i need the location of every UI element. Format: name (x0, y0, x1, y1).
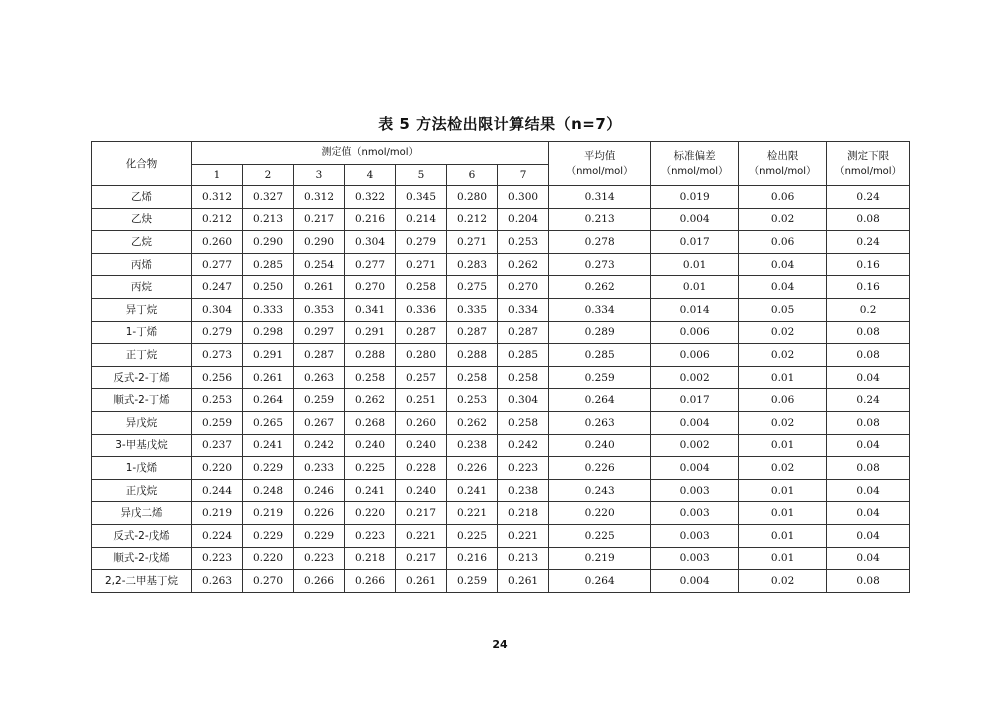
measured-value: 0.213 (243, 208, 294, 231)
measured-value: 0.224 (192, 524, 243, 547)
measured-value: 0.260 (192, 231, 243, 254)
loq-value: 0.04 (827, 547, 910, 570)
loq-header (827, 142, 910, 186)
measured-value: 0.261 (243, 366, 294, 389)
measured-value: 0.241 (345, 479, 396, 502)
measured-value: 0.288 (447, 344, 498, 367)
measured-value: 0.253 (498, 231, 549, 254)
sd-value: 0.003 (651, 502, 739, 525)
lod-value: 0.01 (739, 524, 827, 547)
sd-header-unit: （nmol/mol） (661, 165, 729, 177)
lod-value: 0.06 (739, 186, 827, 209)
mean-value: 0.243 (549, 479, 651, 502)
measured-value: 0.229 (243, 457, 294, 480)
mean-value: 0.262 (549, 276, 651, 299)
sd-value: 0.003 (651, 524, 739, 547)
lod-value: 0.04 (739, 276, 827, 299)
lod-value: 0.02 (739, 321, 827, 344)
loq-value: 0.08 (827, 570, 910, 593)
measured-value: 0.259 (294, 389, 345, 412)
measured-value: 0.229 (243, 524, 294, 547)
sd-value: 0.004 (651, 411, 739, 434)
loq-value: 0.08 (827, 321, 910, 344)
measured-value: 0.223 (192, 547, 243, 570)
measured-value: 0.261 (396, 570, 447, 593)
measured-value: 0.219 (192, 502, 243, 525)
sd-value: 0.004 (651, 570, 739, 593)
measured-value: 0.273 (192, 344, 243, 367)
detection-limit-table (91, 141, 910, 593)
measured-value: 0.258 (447, 366, 498, 389)
compound-name: 顺式-2-戊烯 (92, 547, 192, 570)
measured-value: 0.283 (447, 253, 498, 276)
measured-value: 0.291 (243, 344, 294, 367)
mean-value: 0.334 (549, 298, 651, 321)
measured-value: 0.297 (294, 321, 345, 344)
sd-value: 0.006 (651, 321, 739, 344)
run-number-header: 4 (345, 165, 396, 186)
measured-value: 0.262 (345, 389, 396, 412)
compound-name: 正戊烷 (92, 479, 192, 502)
measured-value: 0.246 (294, 479, 345, 502)
measured-value: 0.217 (294, 208, 345, 231)
loq-value: 0.04 (827, 524, 910, 547)
measured-value: 0.261 (294, 276, 345, 299)
measured-value: 0.257 (396, 366, 447, 389)
measured-value: 0.353 (294, 298, 345, 321)
measured-value: 0.261 (498, 570, 549, 593)
measured-value: 0.277 (345, 253, 396, 276)
mean-value: 0.259 (549, 366, 651, 389)
loq-value: 0.08 (827, 344, 910, 367)
measured-value: 0.213 (498, 547, 549, 570)
measured-value: 0.221 (447, 502, 498, 525)
measured-value: 0.262 (447, 411, 498, 434)
table-row (92, 208, 910, 231)
lod-value: 0.02 (739, 457, 827, 480)
measured-value: 0.287 (294, 344, 345, 367)
loq-value: 0.04 (827, 479, 910, 502)
measured-value: 0.259 (192, 411, 243, 434)
lod-value: 0.06 (739, 231, 827, 254)
measured-value: 0.242 (294, 434, 345, 457)
sd-value: 0.019 (651, 186, 739, 209)
run-number-header: 1 (192, 165, 243, 186)
measured-value: 0.228 (396, 457, 447, 480)
sd-header (651, 142, 739, 186)
measured-value: 0.223 (345, 524, 396, 547)
measured-value: 0.253 (447, 389, 498, 412)
measured-value: 0.221 (396, 524, 447, 547)
measured-value: 0.266 (294, 570, 345, 593)
loq-value: 0.24 (827, 389, 910, 412)
measured-value: 0.285 (498, 344, 549, 367)
loq-header-label: 测定下限 (847, 149, 890, 162)
measured-value: 0.300 (498, 186, 549, 209)
loq-value: 0.04 (827, 502, 910, 525)
lod-header (739, 142, 827, 186)
table-row (92, 411, 910, 434)
run-number-header: 6 (447, 165, 498, 186)
measured-value: 0.258 (498, 366, 549, 389)
table-row (92, 547, 910, 570)
measured-value: 0.241 (243, 434, 294, 457)
measured-value: 0.204 (498, 208, 549, 231)
compound-name: 2,2-二甲基丁烷 (92, 570, 192, 593)
measured-value: 0.288 (345, 344, 396, 367)
mean-value: 0.220 (549, 502, 651, 525)
sd-value: 0.006 (651, 344, 739, 367)
measured-value: 0.291 (345, 321, 396, 344)
measured-value: 0.254 (294, 253, 345, 276)
compound-name: 丙烷 (92, 276, 192, 299)
mean-value: 0.226 (549, 457, 651, 480)
mean-value: 0.289 (549, 321, 651, 344)
loq-value: 0.16 (827, 253, 910, 276)
lod-value: 0.02 (739, 411, 827, 434)
lod-header-label: 检出限 (766, 149, 799, 162)
measured-value: 0.345 (396, 186, 447, 209)
measured-value: 0.238 (498, 479, 549, 502)
measured-value: 0.304 (498, 389, 549, 412)
measured-value: 0.258 (498, 411, 549, 434)
measured-value: 0.220 (243, 547, 294, 570)
compound-name: 1-丁烯 (92, 321, 192, 344)
table-row (92, 253, 910, 276)
measured-value: 0.242 (498, 434, 549, 457)
compound-name: 乙烯 (92, 186, 192, 209)
measured-values-header: 测定值（nmol/mol） (192, 142, 549, 165)
measured-value: 0.219 (243, 502, 294, 525)
lod-header-unit: （nmol/mol） (749, 165, 817, 177)
measured-value: 0.253 (192, 389, 243, 412)
measured-value: 0.268 (345, 411, 396, 434)
table-row (92, 457, 910, 480)
measured-value: 0.287 (498, 321, 549, 344)
mean-header (549, 142, 651, 186)
measured-value: 0.263 (192, 570, 243, 593)
table-body (92, 186, 910, 593)
compound-name: 顺式-2-丁烯 (92, 389, 192, 412)
measured-value: 0.280 (447, 186, 498, 209)
measured-value: 0.221 (498, 524, 549, 547)
compound-name: 反式-2-丁烯 (92, 366, 192, 389)
measured-value: 0.280 (396, 344, 447, 367)
table-row (92, 276, 910, 299)
measured-value: 0.290 (294, 231, 345, 254)
compound-name: 异戊二烯 (92, 502, 192, 525)
measured-value: 0.270 (243, 570, 294, 593)
measured-value: 0.212 (447, 208, 498, 231)
mean-value: 0.225 (549, 524, 651, 547)
measured-value: 0.334 (498, 298, 549, 321)
measured-value: 0.217 (396, 502, 447, 525)
compound-name: 异丁烷 (92, 298, 192, 321)
measured-value: 0.312 (294, 186, 345, 209)
measured-value: 0.244 (192, 479, 243, 502)
sd-value: 0.01 (651, 253, 739, 276)
measured-value: 0.285 (243, 253, 294, 276)
mean-value: 0.263 (549, 411, 651, 434)
measured-value: 0.271 (447, 231, 498, 254)
lod-value: 0.01 (739, 502, 827, 525)
mean-value: 0.264 (549, 570, 651, 593)
mean-value: 0.314 (549, 186, 651, 209)
measured-value: 0.290 (243, 231, 294, 254)
sd-value: 0.002 (651, 366, 739, 389)
measured-value: 0.237 (192, 434, 243, 457)
mean-value: 0.240 (549, 434, 651, 457)
measured-value: 0.258 (396, 276, 447, 299)
measured-value: 0.275 (447, 276, 498, 299)
table-row (92, 366, 910, 389)
measured-value: 0.259 (447, 570, 498, 593)
measured-value: 0.229 (294, 524, 345, 547)
measured-value: 0.238 (447, 434, 498, 457)
sd-value: 0.004 (651, 208, 739, 231)
run-number-header: 2 (243, 165, 294, 186)
mean-value: 0.285 (549, 344, 651, 367)
lod-value: 0.04 (739, 253, 827, 276)
compound-name: 丙烯 (92, 253, 192, 276)
table-row (92, 321, 910, 344)
lod-value: 0.05 (739, 298, 827, 321)
measured-value: 0.263 (294, 366, 345, 389)
measured-value: 0.220 (345, 502, 396, 525)
loq-value: 0.08 (827, 208, 910, 231)
measured-value: 0.333 (243, 298, 294, 321)
compound-name: 反式-2-戊烯 (92, 524, 192, 547)
page-number: 24 (492, 638, 508, 651)
mean-value: 0.213 (549, 208, 651, 231)
measured-value: 0.312 (192, 186, 243, 209)
lod-value: 0.02 (739, 570, 827, 593)
measured-value: 0.217 (396, 547, 447, 570)
measured-value: 0.279 (396, 231, 447, 254)
loq-value: 0.04 (827, 434, 910, 457)
loq-value: 0.04 (827, 366, 910, 389)
compound-name: 3-甲基戊烷 (92, 434, 192, 457)
table-row (92, 502, 910, 525)
measured-value: 0.226 (294, 502, 345, 525)
sd-header-label: 标准偏差 (673, 149, 716, 162)
table-row (92, 434, 910, 457)
lod-value: 0.01 (739, 547, 827, 570)
measured-value: 0.327 (243, 186, 294, 209)
mean-value: 0.264 (549, 389, 651, 412)
measured-value: 0.262 (498, 253, 549, 276)
loq-header-unit: （nmol/mol） (834, 165, 902, 177)
measured-value: 0.264 (243, 389, 294, 412)
loq-value: 0.2 (827, 298, 910, 321)
table-row (92, 344, 910, 367)
measured-value: 0.220 (192, 457, 243, 480)
loq-value: 0.24 (827, 186, 910, 209)
sd-value: 0.01 (651, 276, 739, 299)
table-row (92, 186, 910, 209)
measured-value: 0.271 (396, 253, 447, 276)
measured-value: 0.258 (345, 366, 396, 389)
run-number-header: 7 (498, 165, 549, 186)
compound-name: 乙烷 (92, 231, 192, 254)
measured-value: 0.267 (294, 411, 345, 434)
measured-value: 0.260 (396, 411, 447, 434)
measured-value: 0.248 (243, 479, 294, 502)
compound-name: 乙炔 (92, 208, 192, 231)
measured-value: 0.225 (345, 457, 396, 480)
measured-value: 0.336 (396, 298, 447, 321)
sd-value: 0.004 (651, 457, 739, 480)
measured-value: 0.304 (345, 231, 396, 254)
measured-value: 0.341 (345, 298, 396, 321)
mean-value: 0.273 (549, 253, 651, 276)
measured-value: 0.298 (243, 321, 294, 344)
measured-value: 0.251 (396, 389, 447, 412)
lod-value: 0.02 (739, 208, 827, 231)
measured-value: 0.225 (447, 524, 498, 547)
measured-value: 0.240 (396, 479, 447, 502)
table-row (92, 524, 910, 547)
loq-value: 0.16 (827, 276, 910, 299)
lod-value: 0.01 (739, 479, 827, 502)
measured-value: 0.287 (447, 321, 498, 344)
lod-value: 0.02 (739, 344, 827, 367)
mean-header-unit: （nmol/mol） (566, 165, 634, 177)
measured-value: 0.240 (345, 434, 396, 457)
table-caption: 表 5 方法检出限计算结果（n=7） (378, 115, 622, 133)
measured-value: 0.304 (192, 298, 243, 321)
measured-value: 0.223 (294, 547, 345, 570)
measured-value: 0.250 (243, 276, 294, 299)
measured-value: 0.265 (243, 411, 294, 434)
measured-value: 0.322 (345, 186, 396, 209)
measured-value: 0.233 (294, 457, 345, 480)
lod-value: 0.01 (739, 366, 827, 389)
compound-name: 正丁烷 (92, 344, 192, 367)
sd-value: 0.017 (651, 231, 739, 254)
table-row (92, 231, 910, 254)
loq-value: 0.08 (827, 457, 910, 480)
sd-value: 0.017 (651, 389, 739, 412)
table-row (92, 570, 910, 593)
mean-value: 0.278 (549, 231, 651, 254)
measured-value: 0.335 (447, 298, 498, 321)
measured-value: 0.287 (396, 321, 447, 344)
lod-value: 0.06 (739, 389, 827, 412)
measured-value: 0.241 (447, 479, 498, 502)
sd-value: 0.002 (651, 434, 739, 457)
measured-value: 0.218 (345, 547, 396, 570)
measured-value: 0.216 (447, 547, 498, 570)
compound-name: 1-戊烯 (92, 457, 192, 480)
lod-value: 0.01 (739, 434, 827, 457)
table-row (92, 298, 910, 321)
measured-value: 0.270 (498, 276, 549, 299)
measured-value: 0.223 (498, 457, 549, 480)
measured-value: 0.226 (447, 457, 498, 480)
run-number-header: 5 (396, 165, 447, 186)
compound-name: 异戊烷 (92, 411, 192, 434)
loq-value: 0.08 (827, 411, 910, 434)
measured-value: 0.270 (345, 276, 396, 299)
sd-value: 0.003 (651, 479, 739, 502)
mean-value: 0.219 (549, 547, 651, 570)
sd-value: 0.003 (651, 547, 739, 570)
measured-value: 0.266 (345, 570, 396, 593)
table-row (92, 479, 910, 502)
compound-header: 化合物 (92, 142, 192, 186)
measured-value: 0.277 (192, 253, 243, 276)
mean-header-label: 平均值 (583, 149, 616, 162)
measured-value: 0.256 (192, 366, 243, 389)
measured-value: 0.212 (192, 208, 243, 231)
run-number-header: 3 (294, 165, 345, 186)
measured-value: 0.216 (345, 208, 396, 231)
table-header (92, 142, 910, 186)
loq-value: 0.24 (827, 231, 910, 254)
measured-value: 0.240 (396, 434, 447, 457)
measured-value: 0.214 (396, 208, 447, 231)
measured-value: 0.218 (498, 502, 549, 525)
measured-value: 0.279 (192, 321, 243, 344)
table-row (92, 389, 910, 412)
sd-value: 0.014 (651, 298, 739, 321)
measured-value: 0.247 (192, 276, 243, 299)
